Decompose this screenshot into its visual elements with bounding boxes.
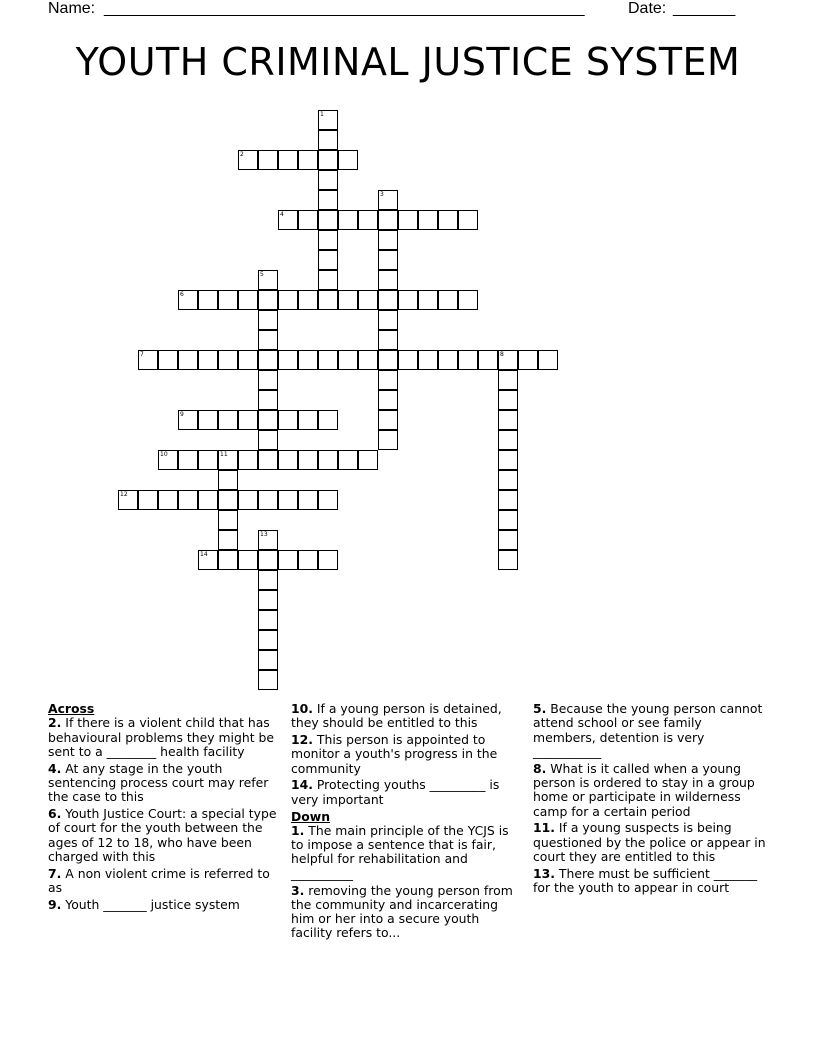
crossword-cell[interactable] [258, 590, 278, 610]
crossword-cell[interactable] [198, 290, 218, 310]
crossword-cell[interactable] [298, 410, 318, 430]
crossword-cell[interactable] [318, 110, 338, 130]
crossword-cell[interactable] [238, 290, 258, 310]
crossword-cell[interactable] [298, 350, 318, 370]
crossword-cell[interactable] [358, 210, 378, 230]
crossword-cell[interactable] [398, 210, 418, 230]
crossword-cell[interactable] [438, 290, 458, 310]
clue-number: 9 [180, 411, 184, 418]
crossword-cell[interactable] [378, 390, 398, 410]
crossword-cell[interactable] [358, 450, 378, 470]
crossword-cell[interactable] [258, 430, 278, 450]
crossword-cell[interactable] [378, 190, 398, 210]
crossword-cell[interactable] [398, 290, 418, 310]
date-field[interactable]: _______ [673, 0, 736, 17]
crossword-cell[interactable] [218, 530, 238, 550]
crossword-cell[interactable] [198, 550, 218, 570]
crossword-cell[interactable] [498, 370, 518, 390]
crossword-cell[interactable] [258, 410, 278, 430]
crossword-cell[interactable] [238, 410, 258, 430]
date-label: Date: [628, 0, 667, 17]
crossword-cell[interactable] [498, 530, 518, 550]
crossword-cell[interactable] [258, 530, 278, 550]
clue-down-8: 8. What is it called when a young person is ordered to stay in a group home or participate in wilderness camp for a certain period [533, 760, 755, 819]
crossword-cell[interactable] [358, 290, 378, 310]
crossword-cell[interactable] [258, 450, 278, 470]
crossword-cell[interactable] [318, 230, 338, 250]
clue-down-5: 5. Because the young person cannot attend school or see family members, detention is very ___________ [533, 701, 763, 759]
crossword-cell[interactable] [118, 490, 138, 510]
crossword-cell[interactable] [298, 290, 318, 310]
crossword-cell[interactable] [238, 450, 258, 470]
crossword-cell[interactable] [338, 350, 358, 370]
crossword-cell[interactable] [378, 250, 398, 270]
crossword-cell[interactable] [318, 450, 338, 470]
crossword-cell[interactable] [298, 450, 318, 470]
crossword-cell[interactable] [378, 370, 398, 390]
crossword-cell[interactable] [318, 150, 338, 170]
crossword-cell[interactable] [218, 550, 238, 570]
clue-number: 3 [380, 191, 384, 198]
clue-across-6: 6. Youth Justice Court: a special type of court for the youth between the ages of 12 to 18, who have been charged with this [48, 806, 277, 864]
crossword-cell[interactable] [318, 490, 338, 510]
crossword-cell[interactable] [378, 430, 398, 450]
crossword-cell[interactable] [278, 550, 298, 570]
crossword-cell[interactable] [258, 150, 278, 170]
crossword-cell[interactable] [218, 350, 238, 370]
crossword-cell[interactable] [318, 170, 338, 190]
crossword-cell[interactable] [458, 350, 478, 370]
crossword-cell[interactable] [498, 350, 518, 370]
crossword-cell[interactable] [318, 270, 338, 290]
crossword-cell[interactable] [258, 650, 278, 670]
crossword-cell[interactable] [418, 210, 438, 230]
clue-number: 10 [160, 451, 168, 458]
clue-number: 5 [260, 271, 264, 278]
crossword-cell[interactable] [318, 290, 338, 310]
crossword-cell[interactable] [238, 490, 258, 510]
crossword-cell[interactable] [258, 350, 278, 370]
crossword-cell[interactable] [218, 450, 238, 470]
crossword-cell[interactable] [278, 210, 298, 230]
crossword-cell[interactable] [478, 350, 498, 370]
crossword-cell[interactable] [178, 410, 198, 430]
crossword-cell[interactable] [498, 470, 518, 490]
page-title: YOUTH CRIMINAL JUSTICE SYSTEM [75, 40, 741, 84]
crossword-cell[interactable] [238, 550, 258, 570]
crossword-cell[interactable] [278, 410, 298, 430]
crossword-cell[interactable] [298, 550, 318, 570]
clue-across-14: 14. Protecting youths _________ is very important [291, 777, 500, 807]
crossword-cell[interactable] [178, 350, 198, 370]
crossword-cell[interactable] [338, 210, 358, 230]
crossword-cell[interactable] [318, 250, 338, 270]
crossword-cell[interactable] [378, 310, 398, 330]
crossword-cell[interactable] [498, 450, 518, 470]
crossword-cell[interactable] [258, 310, 278, 330]
clue-across-2: 2. If there is a violent child that has behavioural problems they might be sent to a ________ health facility [48, 715, 274, 759]
crossword-cell[interactable] [178, 290, 198, 310]
crossword-cell[interactable] [338, 150, 358, 170]
crossword-cell[interactable] [378, 410, 398, 430]
clue-across-12: 12. This person is appointed to monitor a youth's progress in the community [291, 732, 498, 776]
crossword-cell[interactable] [538, 350, 558, 370]
crossword-cell[interactable] [298, 210, 318, 230]
crossword-cell[interactable] [198, 410, 218, 430]
crossword-cell[interactable] [198, 350, 218, 370]
clue-number: 14 [200, 551, 208, 558]
crossword-cell[interactable] [258, 390, 278, 410]
clue-number: 8 [500, 351, 504, 358]
clue-number: 11 [220, 451, 228, 458]
crossword-cell[interactable] [378, 230, 398, 250]
crossword-cell[interactable] [418, 290, 438, 310]
crossword-cell[interactable] [318, 130, 338, 150]
crossword-cell[interactable] [138, 350, 158, 370]
crossword-cell[interactable] [418, 350, 438, 370]
clue-column-3 [533, 702, 768, 898]
crossword-cell[interactable] [238, 150, 258, 170]
crossword-cell[interactable] [158, 490, 178, 510]
crossword-cell[interactable] [178, 450, 198, 470]
crossword-cell[interactable] [258, 550, 278, 570]
crossword-cell[interactable] [458, 290, 478, 310]
crossword-cell[interactable] [278, 290, 298, 310]
crossword-cell[interactable] [318, 190, 338, 210]
name-field[interactable]: ______________________________________________________ [104, 0, 585, 17]
crossword-cell[interactable] [278, 490, 298, 510]
clue-down-1: 1. The main principle of the YCJS is to impose a sentence that is fair, helpful for rehabilitation and __________ [291, 822, 509, 881]
crossword-cell[interactable] [458, 210, 478, 230]
clue-number: 13 [260, 531, 268, 538]
crossword-cell[interactable] [378, 210, 398, 230]
crossword-cell[interactable] [258, 610, 278, 630]
crossword-cell[interactable] [378, 350, 398, 370]
crossword-cell[interactable] [338, 450, 358, 470]
crossword-cell[interactable] [438, 210, 458, 230]
crossword-cell[interactable] [258, 570, 278, 590]
crossword-cell[interactable] [358, 350, 378, 370]
clue-number: 12 [120, 491, 128, 498]
clue-across-7: 7. A non violent crime is referred to as [48, 865, 270, 896]
clue-number: 6 [180, 291, 184, 298]
crossword-cell[interactable] [318, 350, 338, 370]
crossword-cell[interactable] [158, 350, 178, 370]
crossword-cell[interactable] [518, 350, 538, 370]
crossword-cell[interactable] [218, 510, 238, 530]
crossword-cell[interactable] [258, 630, 278, 650]
crossword-cell[interactable] [498, 430, 518, 450]
crossword-cell[interactable] [238, 350, 258, 370]
across-heading: Across [48, 701, 95, 716]
crossword-cell[interactable] [498, 410, 518, 430]
crossword-cell[interactable] [178, 490, 198, 510]
crossword-cell[interactable] [258, 330, 278, 350]
crossword-cell[interactable] [318, 550, 338, 570]
name-label: Name: [48, 0, 96, 17]
down-heading: Down [291, 808, 331, 824]
clue-column-1 [48, 702, 284, 915]
crossword-cell[interactable] [258, 270, 278, 290]
crossword-cell[interactable] [338, 290, 358, 310]
crossword-cell[interactable] [378, 290, 398, 310]
crossword-cell[interactable] [298, 490, 318, 510]
crossword-cell[interactable] [198, 490, 218, 510]
crossword-cell[interactable] [138, 490, 158, 510]
crossword-cell[interactable] [378, 330, 398, 350]
crossword-cell[interactable] [298, 150, 318, 170]
clue-number: 1 [320, 111, 324, 118]
crossword-cell[interactable] [218, 470, 238, 490]
crossword-cell[interactable] [498, 390, 518, 410]
clue-number: 2 [240, 151, 244, 158]
clue-number: 4 [280, 211, 284, 218]
crossword-cell[interactable] [218, 410, 238, 430]
crossword-cell[interactable] [278, 450, 298, 470]
crossword-cell[interactable] [438, 350, 458, 370]
crossword-cell[interactable] [198, 450, 218, 470]
crossword-cell[interactable] [258, 490, 278, 510]
crossword-cell[interactable] [258, 290, 278, 310]
clue-across-4: 4. At any stage in the youth sentencing process court may refer the case to this [48, 760, 269, 805]
crossword-cell[interactable] [318, 210, 338, 230]
crossword-cell[interactable] [498, 490, 518, 510]
crossword-cell[interactable] [258, 370, 278, 390]
crossword-cell[interactable] [278, 150, 298, 170]
crossword-cell[interactable] [498, 510, 518, 530]
clue-number: 7 [140, 351, 144, 358]
clue-column-2 [291, 702, 517, 943]
clue-across-9: 9. Youth _______ justice system [48, 896, 240, 912]
crossword-cell[interactable] [218, 290, 238, 310]
crossword-cell[interactable] [218, 490, 238, 510]
crossword-cell[interactable] [378, 270, 398, 290]
crossword-cell[interactable] [158, 450, 178, 470]
clue-down-13: 13. There must be sufficient _______ for the youth to appear in court [533, 865, 758, 896]
crossword-cell[interactable] [278, 350, 298, 370]
crossword-cell[interactable] [258, 670, 278, 690]
crossword-cell[interactable] [318, 410, 338, 430]
crossword-cell[interactable] [398, 350, 418, 370]
clue-across-10: 10. If a young person is detained, they should be entitled to this [291, 701, 502, 731]
crossword-cell[interactable] [498, 550, 518, 570]
clue-down-11: 11. If a young suspects is being questioned by the police or appear in court they are entitled to this [533, 820, 766, 864]
clue-down-3: 3. removing the young person from the community and incarcerating him or her into a secure youth facility refers to... [291, 882, 513, 941]
